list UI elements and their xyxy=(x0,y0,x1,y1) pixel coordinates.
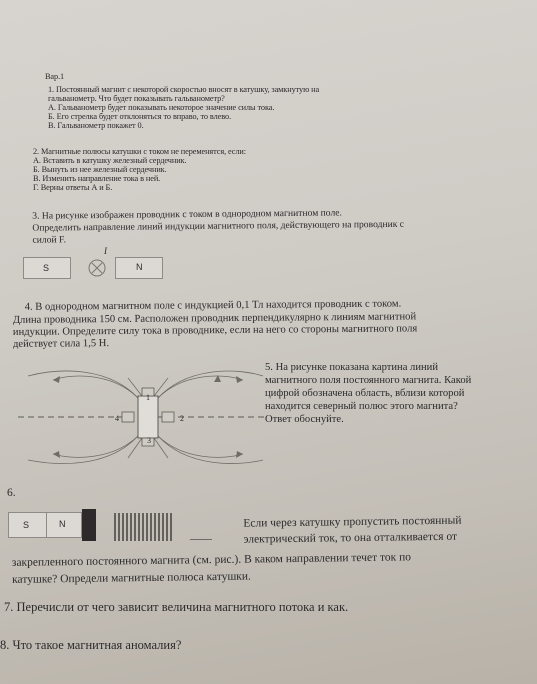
pole-n-label: N xyxy=(136,262,143,272)
question-4-line: Длина проводника 150 см. Расположен проводник перпендикулярно к линиям магнитной xyxy=(12,311,417,326)
pole-s-label: S xyxy=(43,263,50,273)
coil-icon xyxy=(112,510,174,544)
question-2-option: А. Вставить в катушку железный сердечник. xyxy=(33,156,187,165)
question-1-line: 1. Постоянный магнит с некоторой скоростью вносят в катушку, замкнутую на xyxy=(48,85,320,94)
magnet-holder xyxy=(82,509,96,541)
fixed-magnet-pole-s xyxy=(8,512,46,538)
current-label: I xyxy=(104,246,107,256)
question-6-number: 6. xyxy=(7,487,16,499)
question-6-line: Если через катушку пропустить постоянный xyxy=(243,514,462,530)
region-label-4: 4 xyxy=(115,414,119,423)
question-1-line: гальванометр. Что будет показывать гальванометр? xyxy=(48,94,225,103)
question-3-line: силой F. xyxy=(32,234,67,246)
region-label-2: 2 xyxy=(180,414,184,423)
question-5-line: находится северный полюс этого магнита? xyxy=(265,401,458,412)
magnet-pole-s xyxy=(23,257,71,279)
question-6-line: катушке? Определи магнитные полюса катушки. xyxy=(12,570,251,586)
region-label-1: 1 xyxy=(146,393,150,402)
pole-n-label: N xyxy=(59,519,66,529)
question-1-option: Б. Его стрелка будет отклоняться то вправо, то влево. xyxy=(48,112,232,121)
question-2-option: Б. Вынуть из нее железный сердечник. xyxy=(33,165,167,174)
question-2-line: 2. Магнитные полюсы катушки с током не переменятся, если: xyxy=(33,147,246,156)
conductor-current-symbol xyxy=(86,257,108,279)
coil-lead-wire xyxy=(190,539,212,540)
question-8: 8. Что такое магнитная аномалия? xyxy=(0,638,182,652)
magnet-field-lines-diagram xyxy=(18,368,266,468)
question-4-line: 4. В однородном магнитном поле с индукцией 0,1 Тл находится проводник с током. xyxy=(24,298,402,313)
question-5-line: цифрой обозначена область, вблизи которой xyxy=(265,388,465,399)
question-6-line: закрепленного постоянного магнита (см. рис.). В каком направлении течет ток по xyxy=(11,551,412,569)
magnet-pole-n xyxy=(115,257,163,279)
region-label-3: 3 xyxy=(147,436,151,445)
question-3-line: Определить направление линий индукции магнитного поля, действующего на проводник с xyxy=(32,218,405,234)
question-5-line: магнитного поля постоянного магнита. Какой xyxy=(265,375,472,386)
question-7: 7. Перечисли от чего зависит величина магнитного потока и как. xyxy=(4,600,349,614)
question-2-option: В. Изменить направление тока в ней. xyxy=(33,174,161,183)
question-5-line: Ответ обоснуйте. xyxy=(265,414,344,425)
pole-s-label: S xyxy=(23,520,30,530)
question-2-option: Г. Верны ответы А и Б. xyxy=(33,183,113,192)
question-6-line: электрический ток, то она отталкивается от xyxy=(243,530,458,546)
question-4-line: действует сила 1,5 Н. xyxy=(12,338,110,350)
question-5-line: 5. На рисунке показана картина линий xyxy=(265,362,439,373)
question-1-option: А. Гальванометр будет показывать некоторое значение силы тока. xyxy=(48,103,275,112)
question-1-option: В. Гальванометр покажет 0. xyxy=(48,121,144,130)
variant-label: Вар.1 xyxy=(45,72,65,81)
fixed-magnet-pole-n xyxy=(46,512,82,538)
question-4-line: индукции. Определите силу тока в проводнике, если на него со стороны магнитного поля xyxy=(12,323,418,338)
question-3-line: 3. На рисунке изображен проводник с током в однородном магнитном поле. xyxy=(32,207,342,222)
